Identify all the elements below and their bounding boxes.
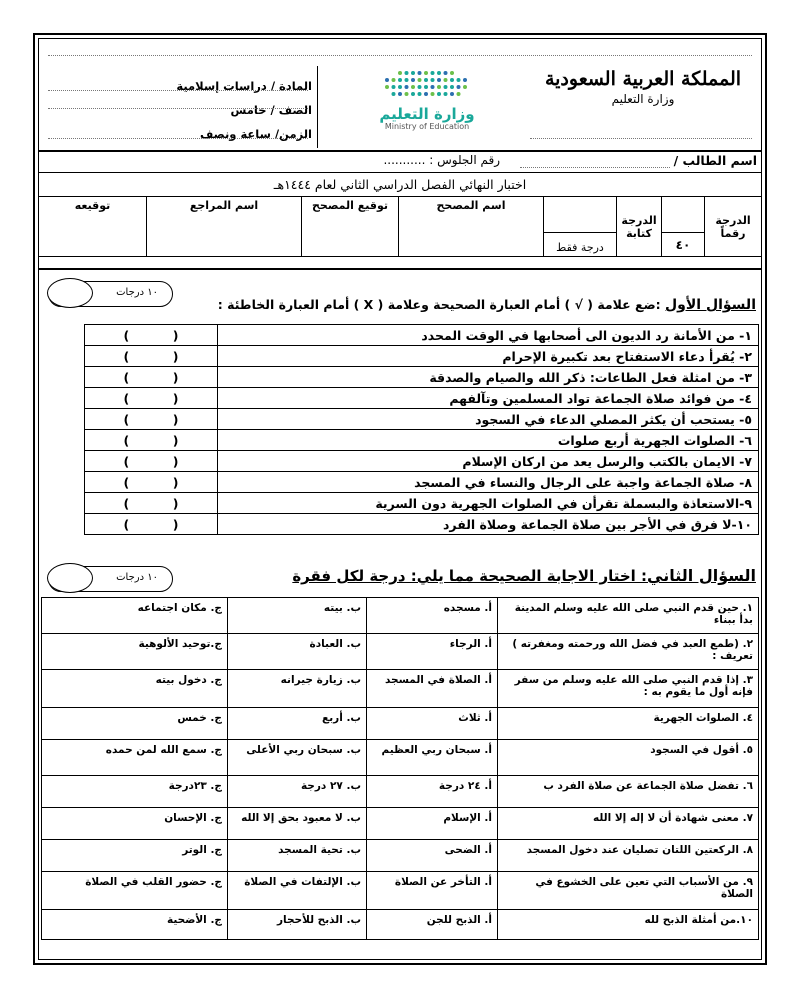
grade-written-label: الدرجة كتابة bbox=[617, 197, 662, 257]
q2-row bbox=[42, 808, 759, 840]
q2-option-b[interactable]: ب. الذبح للأحجار bbox=[228, 910, 367, 940]
q1-score-label: ١٠ درجات bbox=[116, 287, 158, 298]
q1-statement: ١٠-لا فرق في الأجر بين صلاة الجماعة وصلاة الفرد bbox=[218, 514, 759, 535]
q1-answer-blank[interactable]: ( ) bbox=[85, 346, 218, 367]
ministry-name: وزارة التعليم bbox=[611, 92, 675, 106]
q2-option-b[interactable]: ب. سبحان ربي الأعلى bbox=[228, 740, 367, 776]
q2-question: ٥. أقول في السجود bbox=[498, 740, 759, 776]
q2-option-c[interactable]: ج. الإحسان bbox=[42, 808, 228, 840]
q2-option-a[interactable]: أ. الرجاء bbox=[367, 634, 498, 670]
subject-info bbox=[112, 74, 312, 146]
q1-statement: ٧- الايمان بالكتب والرسل يعد من اركان الإسلام bbox=[218, 451, 759, 472]
q1-row bbox=[85, 493, 759, 514]
q1-statement: ٥- يستحب أن يكثر المصلي الدعاء في السجود bbox=[218, 409, 759, 430]
q2-row bbox=[42, 708, 759, 740]
q2-option-a[interactable]: أ. الضحى bbox=[367, 840, 498, 872]
q1-statement: ٣- من امثلة فعل الطاعات: ذكر الله والصيام والصدقة bbox=[218, 367, 759, 388]
q2-option-c[interactable]: ج.توحيد الألوهية bbox=[42, 634, 228, 670]
q2-row bbox=[42, 598, 759, 634]
q2-option-a[interactable]: أ. مسجده bbox=[367, 598, 498, 634]
q2-option-a[interactable]: أ. ٢٤ درجة bbox=[367, 776, 498, 808]
grading-table bbox=[38, 196, 762, 257]
q2-option-a[interactable]: أ. سبحان ربي العظيم bbox=[367, 740, 498, 776]
q1-title-end: : bbox=[217, 297, 228, 312]
header-separator bbox=[38, 150, 762, 152]
q2-question: ٨. الركعتين اللتان تصليان عند دخول المسجد bbox=[498, 840, 759, 872]
q2-question: ٤. الصلوات الجهرية bbox=[498, 708, 759, 740]
q2-row bbox=[42, 910, 759, 940]
q2-option-c[interactable]: ج. سمع الله لمن حمده bbox=[42, 740, 228, 776]
q1-row bbox=[85, 430, 759, 451]
q2-question: ٩. من الأسباب التي تعين على الخشوع في الصلاة bbox=[498, 872, 759, 910]
q2-row bbox=[42, 634, 759, 670]
q2-option-a[interactable]: أ. التأخر عن الصلاة bbox=[367, 872, 498, 910]
grade-only-label: درجة فقط bbox=[544, 233, 617, 257]
q1-row bbox=[85, 451, 759, 472]
header-divider bbox=[317, 66, 318, 148]
q1-answer-blank[interactable]: ( ) bbox=[85, 367, 218, 388]
q2-option-b[interactable]: ب. الإلتفات في الصلاة bbox=[228, 872, 367, 910]
student-name-field[interactable] bbox=[520, 167, 670, 168]
q2-option-c[interactable]: ج. حضور القلب في الصلاة bbox=[42, 872, 228, 910]
kingdom-dotted-line bbox=[530, 138, 752, 139]
subject-dotted-line bbox=[48, 90, 308, 91]
q1-title bbox=[218, 297, 756, 313]
q2-option-a[interactable]: أ. ثلاث bbox=[367, 708, 498, 740]
q2-question: ١٠.من أمثلة الذبح لله bbox=[498, 910, 759, 940]
q2-option-c[interactable]: ج. مكان اجتماعه bbox=[42, 598, 228, 634]
q2-question: ٣. إذا قدم النبي صلى الله عليه وسلم من سفر فإنه أول ما يقوم به : bbox=[498, 670, 759, 708]
student-name-label: اسم الطالب / bbox=[673, 153, 757, 168]
corrector-signature-header: توقيع المصحح bbox=[302, 197, 399, 257]
grade-numeric-value: ٤٠ bbox=[662, 233, 705, 257]
q1-table bbox=[84, 324, 759, 535]
q1-statement: ١- من الأمانة رد الديون الى أصحابها في الوقت المحدد bbox=[218, 325, 759, 346]
q1-statement: ٤- من فوائد صلاة الجماعة تواد المسلمين وتآلفهم bbox=[218, 388, 759, 409]
q1-row bbox=[85, 346, 759, 367]
q2-title-bold: السؤال الثاني bbox=[647, 566, 756, 585]
q2-question: ٦. تفضل صلاة الجماعة عن صلاة الفرد ب bbox=[498, 776, 759, 808]
q2-table bbox=[41, 597, 759, 940]
q1-answer-blank[interactable]: ( ) bbox=[85, 409, 218, 430]
q2-question: ٧. معنى شهادة أن لا إله إلا الله bbox=[498, 808, 759, 840]
seat-separator bbox=[38, 172, 762, 173]
header-dotted-line bbox=[48, 55, 752, 56]
q1-statement: ٦- الصلوات الجهرية أربع صلوات bbox=[218, 430, 759, 451]
signature-header: توقيعه bbox=[39, 197, 147, 257]
subject-label: المادة / دراسات إسلامية bbox=[176, 79, 312, 93]
logo-english-text: Ministry of Education bbox=[384, 122, 470, 131]
grading-separator bbox=[38, 268, 762, 270]
q2-option-b[interactable]: ب. العبادة bbox=[228, 634, 367, 670]
q2-row bbox=[42, 670, 759, 708]
q2-score-circle bbox=[47, 563, 93, 593]
q1-row bbox=[85, 409, 759, 430]
q2-title bbox=[292, 566, 756, 585]
q2-option-c[interactable]: ج. الوتر bbox=[42, 840, 228, 872]
q1-answer-blank[interactable]: ( ) bbox=[85, 472, 218, 493]
seat-number-label: رقم الجلوس : ........... bbox=[383, 153, 500, 167]
q1-title-bold: السؤال الأول bbox=[665, 297, 756, 313]
corrector-name-header: اسم المصحح bbox=[399, 197, 544, 257]
q2-option-b[interactable]: ب. تحية المسجد bbox=[228, 840, 367, 872]
grade-numeric-label: الدرجة رقماً bbox=[705, 197, 762, 257]
q2-option-b[interactable]: ب. لا معبود بحق إلا الله bbox=[228, 808, 367, 840]
logo-dots-icon bbox=[377, 68, 477, 102]
q2-question: ١. حين قدم النبي صلى الله عليه وسلم المدينة بدأ ببناء bbox=[498, 598, 759, 634]
q2-row bbox=[42, 740, 759, 776]
q1-row bbox=[85, 388, 759, 409]
q2-option-c[interactable]: ج. الأضحية bbox=[42, 910, 228, 940]
q1-answer-blank[interactable]: ( ) bbox=[85, 430, 218, 451]
q1-score-badge bbox=[48, 281, 173, 307]
q2-instruction: : اختار الاجابة الصحيحة مما يلي: درجة لكل فقرة bbox=[292, 567, 648, 585]
grade-written-box[interactable] bbox=[544, 197, 617, 233]
q1-answer-blank[interactable]: ( ) bbox=[85, 325, 218, 346]
q2-option-c[interactable]: ج. خمس bbox=[42, 708, 228, 740]
q1-row bbox=[85, 367, 759, 388]
reviewer-name-header: اسم المراجع bbox=[147, 197, 302, 257]
q2-row bbox=[42, 776, 759, 808]
q1-statement: ٢- يُقرأ دعاء الاستفتاح بعد تكبيرة الإحرام bbox=[218, 346, 759, 367]
q1-statement: ٩-الاستعاذة والبسملة تقرأن في الصلوات الجهرية دون السرية bbox=[218, 493, 759, 514]
time-label: الزمن/ ساعة ونصف bbox=[199, 127, 312, 141]
grade-dotted-line bbox=[48, 108, 308, 109]
kingdom-title: المملكة العربية السعودية bbox=[544, 68, 742, 90]
q1-row bbox=[85, 472, 759, 493]
q2-option-a[interactable]: أ. الصلاة في المسجد bbox=[367, 670, 498, 708]
q2-score-label: ١٠ درجات bbox=[116, 572, 158, 583]
q2-option-b[interactable]: ب. زيارة جيرانه bbox=[228, 670, 367, 708]
q2-option-b[interactable]: ب. أربع bbox=[228, 708, 367, 740]
q2-option-b[interactable]: ب. بيته bbox=[228, 598, 367, 634]
q2-option-a[interactable]: أ. الذبح للجن bbox=[367, 910, 498, 940]
q2-option-a[interactable]: أ. الإسلام bbox=[367, 808, 498, 840]
q1-answer-blank[interactable]: ( ) bbox=[85, 388, 218, 409]
q2-score-badge bbox=[48, 566, 173, 592]
q1-answer-blank[interactable]: ( ) bbox=[85, 493, 218, 514]
q1-instruction: :ضع علامة ( √ ) أمام العبارة الصحيحة وعلامة ( X ) أمام العبارة الخاطئة bbox=[227, 297, 666, 312]
logo-arabic-text: وزارة التعليم bbox=[379, 105, 475, 123]
grade-label: الصف / خامس bbox=[230, 103, 312, 117]
grade-numeric-box[interactable] bbox=[662, 197, 705, 233]
q1-row bbox=[85, 514, 759, 535]
kingdom-block bbox=[538, 68, 748, 106]
q2-option-b[interactable]: ب. ٢٧ درجة bbox=[228, 776, 367, 808]
ministry-logo bbox=[352, 68, 502, 131]
q1-answer-blank[interactable]: ( ) bbox=[85, 451, 218, 472]
q2-question: ٢. (طمع العبد في فضل الله ورحمته ومغفرته ) تعريف : bbox=[498, 634, 759, 670]
exam-title: اختبار النهائي الفصل الدراسي الثاني لعام ١٤٤٤هـ bbox=[273, 177, 527, 192]
q1-answer-blank[interactable]: ( ) bbox=[85, 514, 218, 535]
q1-statement: ٨- صلاة الجماعة واجبة على الرجال والنساء في المسجد bbox=[218, 472, 759, 493]
q1-score-circle bbox=[47, 278, 93, 308]
q2-row bbox=[42, 840, 759, 872]
q1-row bbox=[85, 325, 759, 346]
q2-option-c[interactable]: ج. دخول بيته bbox=[42, 670, 228, 708]
q2-row bbox=[42, 872, 759, 910]
q2-option-c[interactable]: ج. ٢٣درجة bbox=[42, 776, 228, 808]
time-dotted-line bbox=[48, 138, 308, 139]
